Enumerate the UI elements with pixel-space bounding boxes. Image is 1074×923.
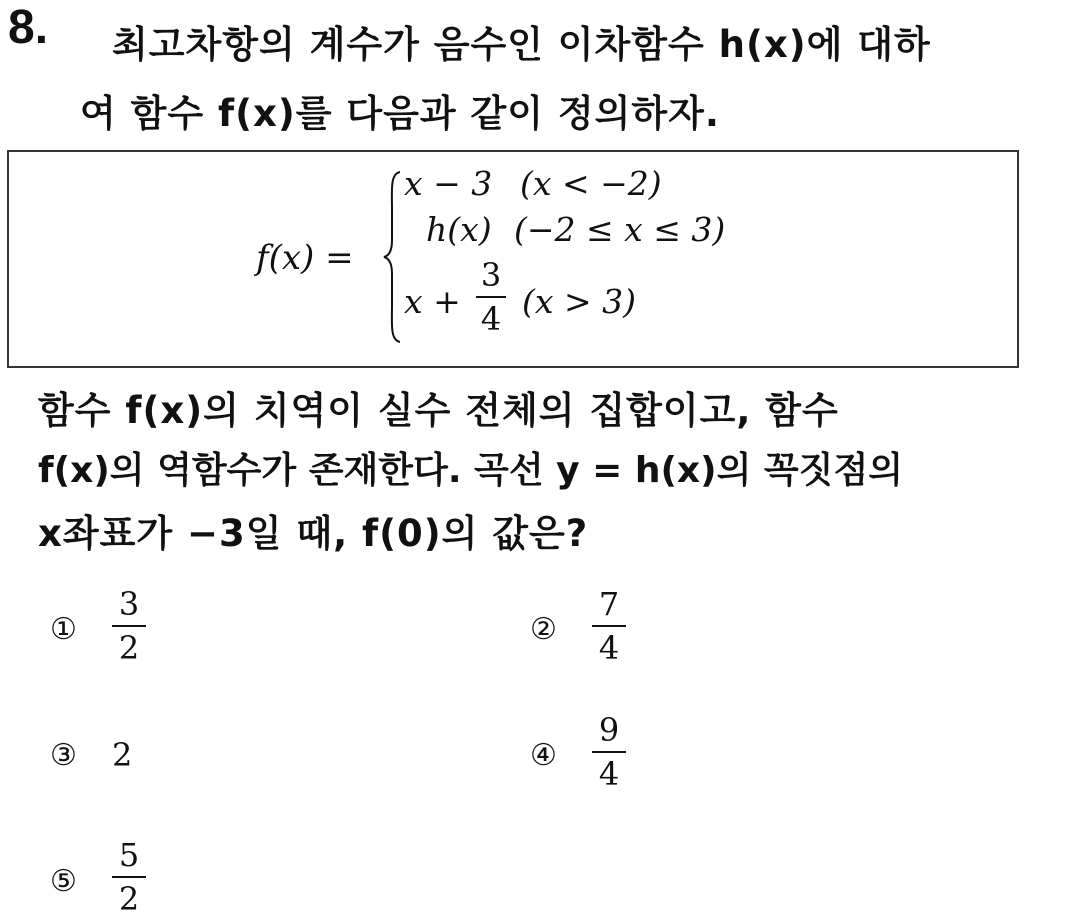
question-line-3: 함수 f(x)의 치역이 실수 전체의 집합이고, 함수 bbox=[38, 389, 839, 432]
fraction-bar bbox=[112, 625, 146, 627]
choice-2-fraction[interactable] bbox=[592, 585, 626, 667]
choice-1-denominator: 2 bbox=[118, 629, 140, 667]
function-lhs: f(x) = bbox=[256, 238, 354, 278]
case3-fraction bbox=[476, 256, 506, 338]
choice-4-marker[interactable]: ④ bbox=[530, 738, 557, 773]
case2-condition: (−2 ≤ x ≤ 3) bbox=[514, 210, 726, 249]
question-line-4: f(x)의 역함수가 존재한다. 곡선 y = h(x)의 꼭짓점의 bbox=[38, 450, 904, 491]
case3-fraction-denominator: 4 bbox=[480, 300, 502, 338]
choice-2-denominator: 4 bbox=[598, 629, 620, 667]
fraction-bar bbox=[476, 296, 506, 298]
choice-5-fraction[interactable] bbox=[112, 836, 146, 918]
choice-2-numerator: 7 bbox=[598, 585, 620, 623]
case3-fraction-numerator: 3 bbox=[480, 256, 502, 294]
choice-4-numerator: 9 bbox=[598, 711, 620, 749]
choice-4-fraction[interactable] bbox=[592, 711, 626, 793]
choice-3-value[interactable]: 2 bbox=[112, 736, 133, 774]
case3-condition: (x > 3) bbox=[522, 282, 636, 321]
question-line-1: 최고차항의 계수가 음수인 이차함수 h(x)에 대하 bbox=[112, 23, 931, 66]
case3-expression: x + bbox=[404, 282, 461, 321]
choice-5-numerator: 5 bbox=[118, 836, 140, 874]
fraction-bar bbox=[592, 625, 626, 627]
choice-5-denominator: 2 bbox=[118, 880, 140, 918]
fraction-bar bbox=[112, 876, 146, 878]
fraction-bar bbox=[592, 751, 626, 753]
choice-1-fraction[interactable] bbox=[112, 585, 146, 667]
case1-condition: (x < −2) bbox=[520, 164, 662, 203]
cases-brace bbox=[382, 170, 404, 345]
definition-box bbox=[7, 150, 1019, 368]
question-number: 8. bbox=[8, 1, 49, 54]
question-line-5: x좌표가 −3일 때, f(0)의 값은? bbox=[38, 512, 589, 555]
choice-1-marker[interactable]: ① bbox=[50, 612, 77, 647]
choice-5-marker[interactable]: ⑤ bbox=[50, 864, 77, 899]
choice-2-marker[interactable]: ② bbox=[530, 612, 557, 647]
choice-1-numerator: 3 bbox=[118, 585, 140, 623]
case1-expression: x − 3 bbox=[404, 164, 493, 203]
question-line-2: 여 함수 f(x)를 다음과 같이 정의하자. bbox=[80, 92, 720, 135]
choice-4-denominator: 4 bbox=[598, 755, 620, 793]
case2-expression: h(x) bbox=[426, 210, 492, 249]
choice-3-marker[interactable]: ③ bbox=[50, 738, 77, 773]
